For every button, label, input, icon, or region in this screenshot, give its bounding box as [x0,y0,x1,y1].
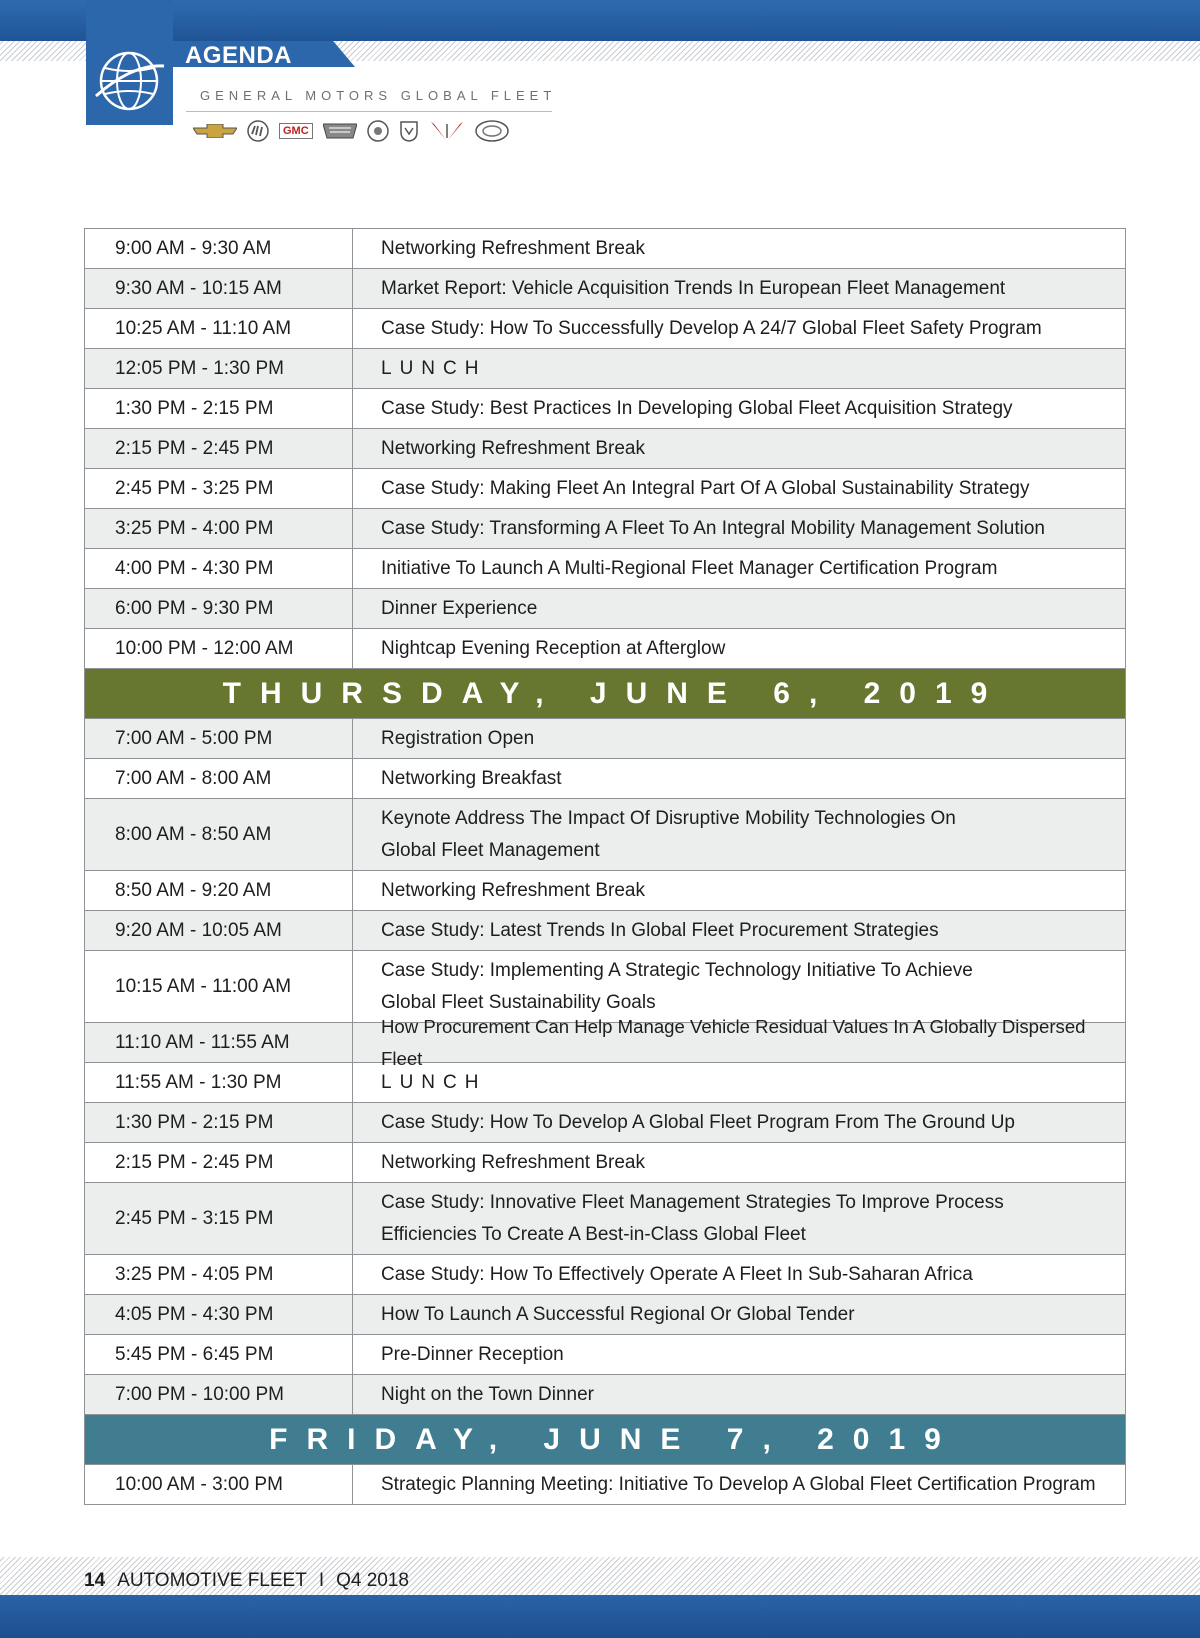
table-row [85,799,1125,871]
page-title: AGENDA [185,42,293,69]
session-title: Case Study: How To Successfully Develop A 24/7 Global Fleet Safety Program [381,317,1042,339]
agenda-table [84,228,1126,1505]
buick-logo-icon [247,120,269,142]
session-title: Networking Refreshment Break [381,1151,645,1173]
session-title: Networking Refreshment Break [381,879,645,901]
time-cell: 11:55 AM - 1:30 PM [85,1063,353,1102]
session-cell [353,1465,1125,1504]
session-cell [353,469,1125,508]
chevrolet-logo-icon [193,120,237,142]
table-row [85,1015,1125,1069]
session-title: Dinner Experience [381,597,538,619]
lunch-label: LUNCH [381,357,487,379]
session-cell [353,429,1125,468]
session-title: Pre-Dinner Reception [381,1343,564,1365]
session-cell [353,1335,1125,1374]
session-cell [353,1103,1125,1142]
corvette-logo-icon [429,120,465,142]
table-row [85,589,1125,629]
table-row [85,269,1125,309]
session-title: Nightcap Evening Reception at Afterglow [381,637,726,659]
session-title: How To Launch A Successful Regional Or Global Tender [381,1303,855,1325]
table-row [85,911,1125,951]
table-row [85,1063,1125,1103]
cadillac-logo-icon [323,120,357,142]
session-cell [353,229,1125,268]
session-cell [353,309,1125,348]
day-header-thursday: THURSDAY, JUNE 6, 2019 [85,669,1125,719]
table-row [85,1375,1125,1415]
session-cell [353,759,1125,798]
time-cell: 9:20 AM - 10:05 AM [85,911,353,950]
session-title: Networking Refreshment Break [381,437,645,459]
table-row [85,1183,1125,1255]
publication-name: AUTOMOTIVE FLEET [117,1570,307,1591]
session-title: Networking Breakfast [381,767,562,789]
table-row [85,759,1125,799]
table-row [85,1103,1125,1143]
opel-logo-icon [399,120,419,142]
table-row [85,429,1125,469]
table-row [85,349,1125,389]
time-cell: 7:00 PM - 10:00 PM [85,1375,353,1414]
table-row [85,1465,1125,1504]
session-cell [353,911,1125,950]
session-cell [353,549,1125,588]
baojun-logo-icon [475,120,509,142]
session-cell [353,509,1125,548]
globe-logo-box [86,0,173,125]
time-cell: 2:45 PM - 3:15 PM [85,1183,353,1254]
time-cell: 1:30 PM - 2:15 PM [85,1103,353,1142]
session-title-line2: Global Fleet Sustainability Goals [381,991,656,1013]
session-title: Registration Open [381,727,535,749]
holden-logo-icon [367,120,389,142]
time-cell: 2:15 PM - 2:45 PM [85,429,353,468]
session-cell [353,1255,1125,1294]
time-cell: 3:25 PM - 4:05 PM [85,1255,353,1294]
table-row [85,1335,1125,1375]
session-cell [353,719,1125,758]
time-cell: 8:00 AM - 8:50 AM [85,799,353,870]
session-cell [353,349,1125,388]
session-cell [353,1295,1125,1334]
time-cell: 7:00 AM - 8:00 AM [85,759,353,798]
page-number: 14 [84,1570,106,1591]
header-divider [186,111,552,112]
time-cell: 4:00 PM - 4:30 PM [85,549,353,588]
time-cell: 6:00 PM - 9:30 PM [85,589,353,628]
session-cell [353,629,1125,668]
time-cell: 9:00 AM - 9:30 AM [85,229,353,268]
table-row [85,509,1125,549]
time-cell: 9:30 AM - 10:15 AM [85,269,353,308]
issue-label: Q4 2018 [336,1570,410,1591]
table-row [85,309,1125,349]
session-title: How Procurement Can Help Manage Vehicle Residual Values In A Globally Dispersed Fleet [381,1015,1086,1069]
session-cell [353,269,1125,308]
session-cell [353,1143,1125,1182]
page-footer [84,1570,409,1592]
table-row [85,629,1125,669]
session-cell [353,799,1125,870]
session-title: Keynote Address The Impact Of Disruptive Mobility Technologies On [381,807,956,829]
session-cell [353,589,1125,628]
time-cell: 12:05 PM - 1:30 PM [85,349,353,388]
table-row [85,1255,1125,1295]
time-cell: 10:15 AM - 11:00 AM [85,951,353,1022]
session-title: Networking Refreshment Break [381,237,645,259]
table-row [85,469,1125,509]
session-title: Initiative To Launch A Multi-Regional Fleet Manager Certification Program [381,557,998,579]
session-title: Night on the Town Dinner [381,1383,594,1405]
lunch-label: LUNCH [381,1071,487,1093]
session-title: Case Study: How To Effectively Operate A Fleet In Sub-Saharan Africa [381,1263,973,1285]
table-row [85,549,1125,589]
footer-separator: I [318,1570,325,1591]
table-row [85,389,1125,429]
time-cell: 1:30 PM - 2:15 PM [85,389,353,428]
bottom-banner [0,1595,1200,1638]
time-cell: 7:00 AM - 5:00 PM [85,719,353,758]
time-cell: 5:45 PM - 6:45 PM [85,1335,353,1374]
globe-icon [92,44,166,118]
session-title: Case Study: Making Fleet An Integral Part Of A Global Sustainability Strategy [381,477,1030,499]
session-cell [353,389,1125,428]
time-cell: 10:00 AM - 3:00 PM [85,1465,353,1504]
table-row [85,1295,1125,1335]
session-title: Case Study: Innovative Fleet Management Strategies To Improve Process [381,1191,1004,1213]
table-row [85,1143,1125,1183]
table-row [85,719,1125,759]
time-cell: 8:50 AM - 9:20 AM [85,871,353,910]
session-title: Case Study: Transforming A Fleet To An Integral Mobility Management Solution [381,517,1045,539]
session-title: Case Study: Implementing A Strategic Technology Initiative To Achieve [381,959,973,981]
session-cell [353,1063,1125,1102]
gmc-logo: GMC [279,123,313,139]
session-title: Case Study: Latest Trends In Global Fleet Procurement Strategies [381,919,939,941]
time-cell: 3:25 PM - 4:00 PM [85,509,353,548]
table-row [85,871,1125,911]
session-title: Case Study: Best Practices In Developing Global Fleet Acquisition Strategy [381,397,1013,419]
top-banner [0,0,1200,41]
day-header-friday: FRIDAY, JUNE 7, 2019 [85,1415,1125,1465]
time-cell: 2:15 PM - 2:45 PM [85,1143,353,1182]
time-cell: 11:10 AM - 11:55 AM [85,1023,353,1062]
time-cell: 10:00 PM - 12:00 AM [85,629,353,668]
session-cell [353,1375,1125,1414]
time-cell: 4:05 PM - 4:30 PM [85,1295,353,1334]
session-cell [353,1015,1125,1069]
session-cell [353,1183,1125,1254]
brand-logos [193,120,509,142]
time-cell: 10:25 AM - 11:10 AM [85,309,353,348]
session-title-line2: Efficiencies To Create A Best-in-Class Global Fleet [381,1223,806,1245]
session-title: Strategic Planning Meeting: Initiative To Develop A Global Fleet Certification Program [381,1473,1096,1495]
session-cell [353,871,1125,910]
subtitle: GENERAL MOTORS GLOBAL FLEET [200,88,557,103]
session-title-line2: Global Fleet Management [381,839,600,861]
time-cell: 2:45 PM - 3:25 PM [85,469,353,508]
session-title: Case Study: How To Develop A Global Fleet Program From The Ground Up [381,1111,1015,1133]
table-row [85,229,1125,269]
session-title: Market Report: Vehicle Acquisition Trends In European Fleet Management [381,277,1006,299]
